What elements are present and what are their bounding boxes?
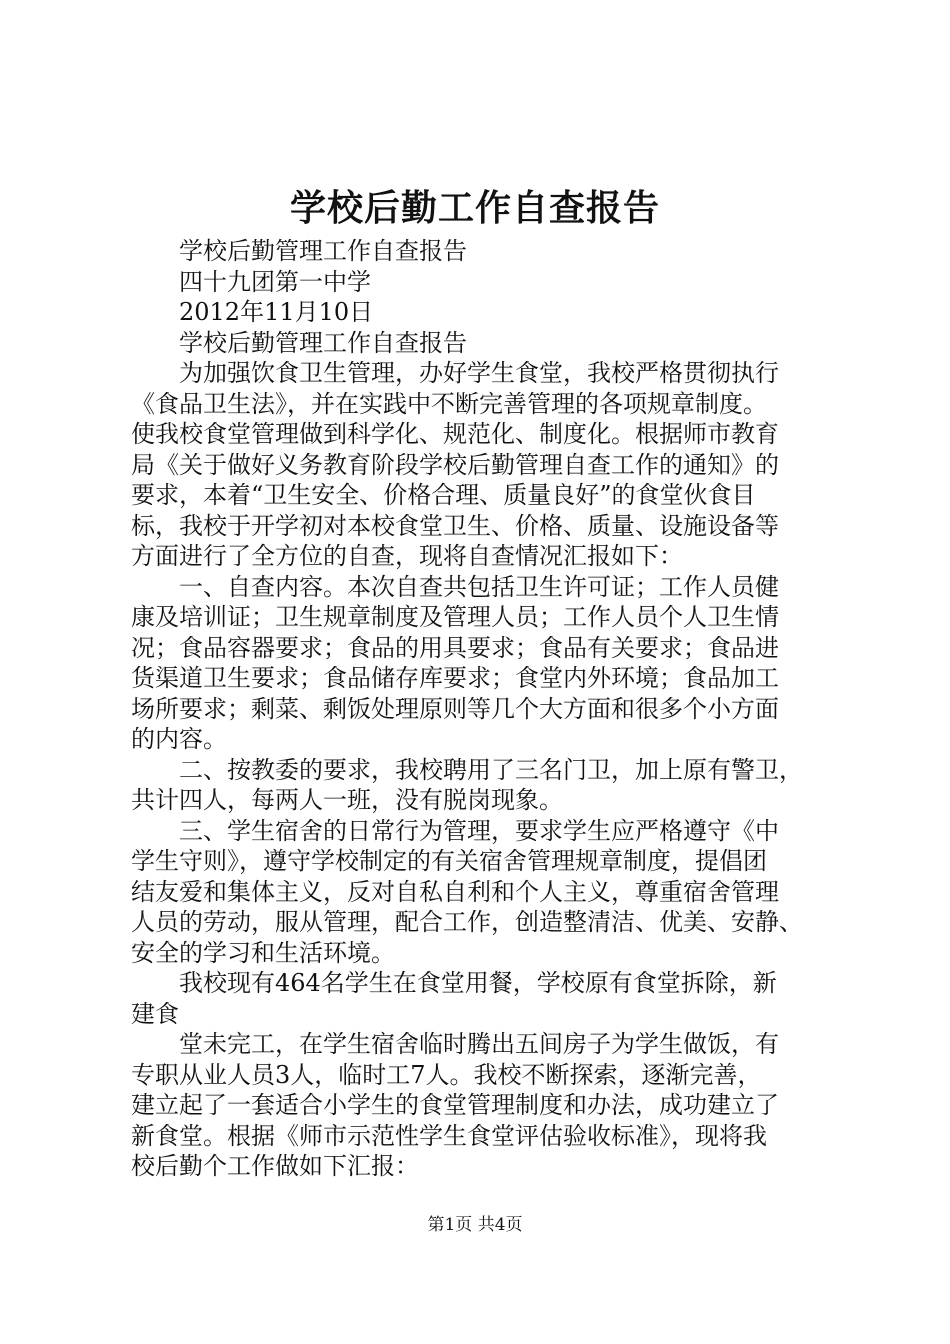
body-line: 校后勤个工作做如下汇报： (131, 1152, 419, 1180)
body-line: 结友爱和集体主义，反对自私自利和个人主义，尊重宿舍管理 (131, 877, 779, 906)
body-line: 的内容。 (131, 725, 227, 753)
body-line: 标，我校于开学初对本校食堂卫生、价格、质量、设施设备等 (131, 511, 779, 540)
body-line: 学校后勤管理工作自查报告 (179, 237, 467, 265)
body-line: 专职从业人员3人，临时工7人。我校不断探索，逐渐完善， (131, 1060, 762, 1089)
body-line: 四十九团第一中学 (179, 267, 371, 296)
body-line: 三、学生宿舍的日常行为管理，要求学生应严格遵守《中 (179, 816, 779, 845)
body-line: 我校现有464名学生在食堂用餐，学校原有食堂拆除，新 (179, 969, 777, 997)
body-line: 况；食品容器要求；食品的用具要求；食品有关要求；食品进 (131, 633, 779, 662)
body-line: 局《关于做好义务教育阶段学校后勤管理自查工作的通知》的 (131, 450, 779, 479)
body-line: 新食堂。根据《师市示范性学生食堂评估验收标准》，现将我 (131, 1121, 767, 1150)
body-line: 共计四人，每两人一班，没有脱岗现象。 (131, 786, 563, 814)
body-line: 货渠道卫生要求；食品储存库要求；食堂内外环境；食品加工 (131, 664, 779, 692)
body-line: 场所要求；剩菜、剩饭处理原则等几个大方面和很多个小方面 (131, 694, 779, 723)
body-line: 为加强饮食卫生管理，办好学生食堂，我校严格贯彻执行 (179, 359, 779, 387)
body-line: 堂未完工，在学生宿舍临时腾出五间房子为学生做饭，有 (179, 1030, 779, 1058)
page-footer: 第1页 共4页 (427, 1215, 523, 1235)
body-line: 学生守则》，遵守学校制定的有关宿舍管理规章制度，提倡团 (131, 847, 767, 875)
body-line: 安全的学习和生活环境。 (131, 938, 395, 967)
body-line: 方面进行了全方位的自查，现将自查情况汇报如下： (131, 542, 683, 570)
body-line: 人员的劳动，服从管理，配合工作，创造整清洁、优美、安静、 (131, 908, 803, 936)
body-line: 2012年11月10日 (179, 298, 374, 326)
body-line: 要求，本着“卫生安全、价格合理、质量良好”的食堂伙食目 (131, 481, 756, 509)
body-line: 康及培训证；卫生规章制度及管理人员；工作人员个人卫生情 (131, 603, 779, 631)
body-line: 《食品卫生法》，并在实践中不断完善管理的各项规章制度。 (131, 389, 767, 418)
body-line: 建立起了一套适合小学生的食堂管理制度和办法，成功建立了 (131, 1091, 779, 1119)
body-line: 建食 (131, 999, 179, 1028)
document-title: 学校后勤工作自查报告 (289, 187, 660, 229)
document-body (131, 236, 831, 1182)
body-line: 学校后勤管理工作自查报告 (179, 328, 467, 357)
body-line: 一、自查内容。本次自查共包括卫生许可证；工作人员健 (179, 572, 779, 601)
body-line: 二、按教委的要求，我校聘用了三名门卫，加上原有警卫， (179, 755, 803, 784)
body-line: 使我校食堂管理做到科学化、规范化、制度化。根据师市教育 (131, 420, 779, 448)
